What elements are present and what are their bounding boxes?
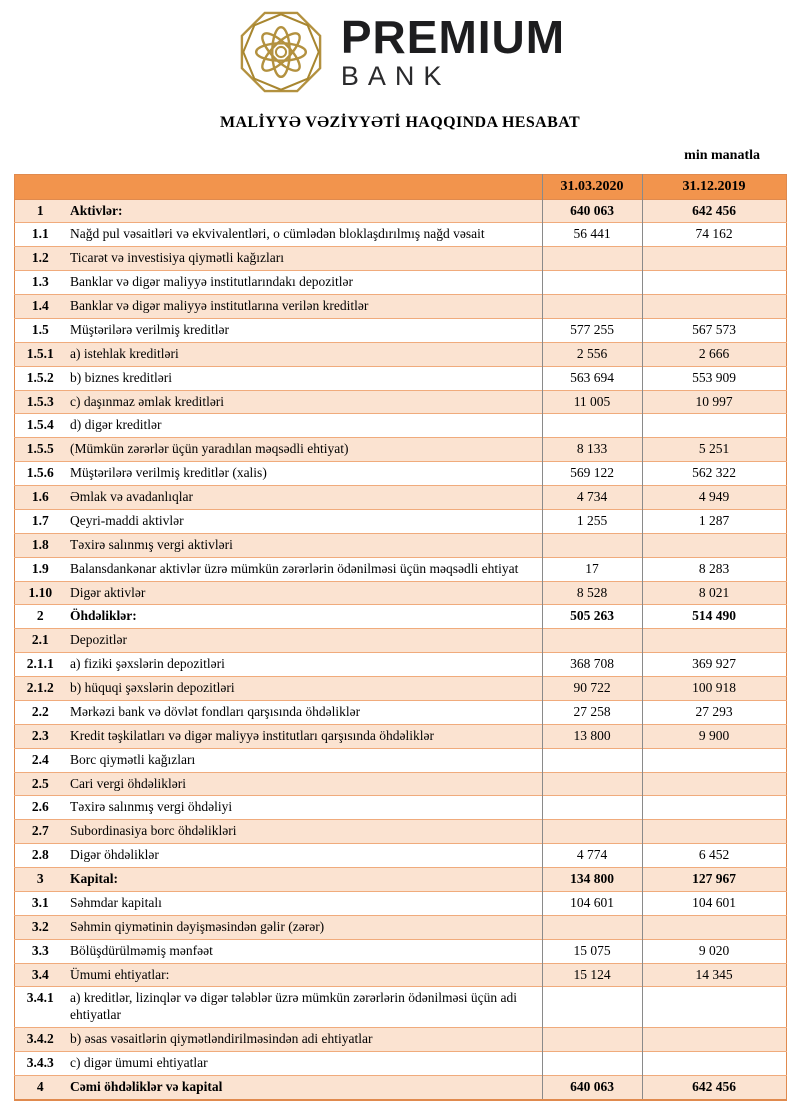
row-label: b) hüquqi şəxslərin depozitləri xyxy=(70,680,235,695)
row-label: c) daşınmaz əmlak kreditləri xyxy=(70,393,225,409)
brand-subtitle: BANK xyxy=(340,61,451,91)
row-value-2019: 6 452 xyxy=(642,844,786,868)
table-row xyxy=(14,844,786,868)
row-value-2020 xyxy=(542,1052,642,1076)
row-value-2020: 563 694 xyxy=(542,366,642,390)
row-label: Nağd pul vəsaitləri və ekvivalentləri, o cümlədən bloklaşdırılmış nağd vəsait xyxy=(70,226,485,242)
row-number: 1.9 xyxy=(31,560,49,576)
row-number: 1.7 xyxy=(31,512,49,528)
row-number: 1.5.4 xyxy=(26,417,54,433)
row-label: a) kreditlər, lizinqlər və digər tələblər üzrə mümkün zərərlərin ödənilməsi üçün adi ehtiyatlar xyxy=(70,990,518,1023)
row-value-2019: 642 456 xyxy=(642,1075,786,1099)
row-value-2020: 4 774 xyxy=(542,844,642,868)
row-number: 3 xyxy=(36,871,44,886)
row-value-2019 xyxy=(642,271,786,295)
row-value-2020: 15 075 xyxy=(542,939,642,963)
financial-position-table xyxy=(14,174,787,1101)
row-label: c) digər ümumi ehtiyatlar xyxy=(70,1055,208,1070)
row-number: 1.5.2 xyxy=(26,369,54,385)
row-value-2019: 8 283 xyxy=(642,557,786,581)
row-value-2019: 9 900 xyxy=(642,724,786,748)
table-row xyxy=(14,724,786,748)
table-row xyxy=(14,772,786,796)
row-label: Təxirə salınmış vergi öhdəliyi xyxy=(70,799,233,815)
row-value-2020 xyxy=(542,772,642,796)
table-row xyxy=(14,605,786,629)
row-label: Cari vergi öhdəlikləri xyxy=(70,775,186,791)
row-number: 1.8 xyxy=(31,536,49,552)
row-number: 1.10 xyxy=(28,584,53,600)
header-cell-date-1: 31.03.2020 xyxy=(542,175,642,200)
row-label: d) digər kreditlər xyxy=(70,417,162,433)
table-row xyxy=(14,462,786,486)
row-number: 1.5.3 xyxy=(26,393,54,409)
table-row xyxy=(14,1028,786,1052)
table-row xyxy=(14,700,786,724)
row-value-2020: 17 xyxy=(542,557,642,581)
table-row xyxy=(14,390,786,414)
row-value-2019: 369 927 xyxy=(642,653,786,677)
row-label: Səhmdar kapitalı xyxy=(70,894,162,910)
row-value-2020: 8 528 xyxy=(542,581,642,605)
row-number: 1.2 xyxy=(31,250,49,266)
row-value-2019 xyxy=(642,295,786,319)
row-value-2020 xyxy=(542,820,642,844)
row-value-2020: 27 258 xyxy=(542,700,642,724)
row-value-2020: 569 122 xyxy=(542,462,642,486)
table-row xyxy=(14,438,786,462)
row-number: 1.1 xyxy=(31,226,49,242)
header-cell-no xyxy=(14,175,66,200)
table-row xyxy=(14,271,786,295)
row-label: Banklar və digər maliyyə institutlarındakı depozitlər xyxy=(70,274,354,290)
row-label: Müştərilərə verilmiş kreditlər xyxy=(70,321,229,337)
row-number: 1.3 xyxy=(31,274,49,290)
row-value-2020 xyxy=(542,915,642,939)
row-number: 2.1.1 xyxy=(26,656,54,672)
row-label: Mərkəzi bank və dövlət fondları qarşısında öhdəliklər xyxy=(70,703,361,719)
table-row xyxy=(14,820,786,844)
row-label: (Mümkün zərərlər üçün yaradılan məqsədli ehtiyat) xyxy=(70,441,349,457)
row-value-2019: 14 345 xyxy=(642,963,786,987)
row-value-2019 xyxy=(642,629,786,653)
table-row xyxy=(14,486,786,510)
row-number: 3.4.2 xyxy=(26,1031,54,1047)
table-row xyxy=(14,557,786,581)
row-value-2019 xyxy=(642,748,786,772)
row-value-2020 xyxy=(542,796,642,820)
row-value-2020: 505 263 xyxy=(542,605,642,629)
table-row xyxy=(14,1052,786,1076)
row-value-2019: 567 573 xyxy=(642,318,786,342)
row-value-2019: 1 287 xyxy=(642,509,786,533)
row-label: Borc qiymətli kağızları xyxy=(70,751,196,767)
row-number: 3.4.3 xyxy=(26,1055,54,1070)
row-value-2019: 10 997 xyxy=(642,390,786,414)
row-value-2019: 562 322 xyxy=(642,462,786,486)
row-value-2019: 74 162 xyxy=(642,223,786,247)
row-label: Cəmi öhdəliklər və kapital xyxy=(70,1078,223,1094)
row-number: 1.6 xyxy=(31,489,49,504)
row-value-2020 xyxy=(542,414,642,438)
row-label: Ümumi ehtiyatlar: xyxy=(70,966,170,982)
row-number: 2.1.2 xyxy=(26,680,54,695)
row-value-2019 xyxy=(642,820,786,844)
table-row xyxy=(14,223,786,247)
row-value-2020: 104 601 xyxy=(542,891,642,915)
row-value-2019 xyxy=(642,247,786,271)
table-row xyxy=(14,868,786,892)
row-label: Aktivlər: xyxy=(70,202,123,218)
row-value-2019: 100 918 xyxy=(642,677,786,701)
row-number: 1 xyxy=(36,202,44,218)
row-value-2019 xyxy=(642,915,786,939)
row-value-2019 xyxy=(642,1028,786,1052)
row-value-2019: 104 601 xyxy=(642,891,786,915)
row-label: Depozitlər xyxy=(70,632,127,648)
row-value-2019 xyxy=(642,796,786,820)
header-cell-label xyxy=(66,175,542,200)
row-number: 2.1 xyxy=(31,632,49,648)
unit-note: min manatla xyxy=(684,148,760,163)
brand-wordmark xyxy=(340,11,566,91)
row-label: Digər öhdəliklər xyxy=(70,847,159,863)
table-header-row xyxy=(14,175,786,200)
table-body xyxy=(14,199,786,1100)
row-number: 3.3 xyxy=(31,942,49,958)
row-value-2019: 553 909 xyxy=(642,366,786,390)
row-label: Ticarət və investisiya qiymətli kağızları xyxy=(70,250,284,266)
row-value-2020: 56 441 xyxy=(542,223,642,247)
table-row xyxy=(14,509,786,533)
table-row xyxy=(14,366,786,390)
row-label: Təxirə salınmış vergi aktivləri xyxy=(70,536,233,552)
row-value-2019 xyxy=(642,1052,786,1076)
table-row xyxy=(14,677,786,701)
row-number: 4 xyxy=(36,1078,44,1094)
row-value-2020: 134 800 xyxy=(542,868,642,892)
row-label: b) əsas vəsaitlərin qiymətləndirilməsindən adi ehtiyatlar xyxy=(70,1031,373,1047)
row-number: 3.1 xyxy=(31,894,49,910)
row-label: Qeyri-maddi aktivlər xyxy=(70,512,184,528)
row-value-2020: 15 124 xyxy=(542,963,642,987)
table-row xyxy=(14,939,786,963)
table-row xyxy=(14,247,786,271)
row-value-2020: 577 255 xyxy=(542,318,642,342)
row-value-2020 xyxy=(542,533,642,557)
row-value-2020: 2 556 xyxy=(542,342,642,366)
table-row xyxy=(14,1075,786,1099)
row-number: 2.4 xyxy=(31,751,49,767)
row-value-2019: 8 021 xyxy=(642,581,786,605)
row-number: 1.5.5 xyxy=(26,441,54,457)
row-value-2020: 13 800 xyxy=(542,724,642,748)
row-number: 3.4.1 xyxy=(26,990,54,1006)
table-row xyxy=(14,295,786,319)
row-label: Kredit təşkilatları və digər maliyyə institutları qarşısında öhdəliklər xyxy=(70,727,435,743)
table-row xyxy=(14,891,786,915)
row-label: Kapital: xyxy=(70,871,119,886)
row-value-2019 xyxy=(642,772,786,796)
row-value-2019 xyxy=(642,414,786,438)
row-number: 2.6 xyxy=(31,799,49,815)
row-value-2020 xyxy=(542,247,642,271)
row-label: Öhdəliklər: xyxy=(70,608,137,624)
row-value-2020 xyxy=(542,748,642,772)
row-number: 1.5.1 xyxy=(26,345,54,361)
row-number: 1.5.6 xyxy=(26,465,54,481)
table-row xyxy=(14,581,786,605)
row-number: 2.5 xyxy=(31,775,49,791)
row-value-2019: 9 020 xyxy=(642,939,786,963)
row-label: Bölüşdürülməmiş mənfəət xyxy=(70,942,213,958)
table-row xyxy=(14,653,786,677)
row-value-2020 xyxy=(542,271,642,295)
row-number: 3.4 xyxy=(31,966,49,982)
row-label: Digər aktivlər xyxy=(70,584,146,600)
row-label: Müştərilərə verilmiş kreditlər (xalis) xyxy=(70,465,267,481)
row-number: 2 xyxy=(36,608,44,624)
row-label: a) fiziki şəxslərin depozitləri xyxy=(70,656,225,672)
brand-name: PREMIUM xyxy=(340,11,566,63)
row-value-2020 xyxy=(542,629,642,653)
row-value-2020: 368 708 xyxy=(542,653,642,677)
row-value-2020: 4 734 xyxy=(542,486,642,510)
table-row xyxy=(14,199,786,223)
row-value-2019: 4 949 xyxy=(642,486,786,510)
row-value-2020: 11 005 xyxy=(542,390,642,414)
row-value-2020: 1 255 xyxy=(542,509,642,533)
row-value-2019: 27 293 xyxy=(642,700,786,724)
table-row xyxy=(14,987,786,1028)
table-row xyxy=(14,342,786,366)
table-row xyxy=(14,963,786,987)
row-value-2019: 5 251 xyxy=(642,438,786,462)
row-value-2019: 642 456 xyxy=(642,199,786,223)
row-number: 1.4 xyxy=(31,298,49,313)
row-value-2020 xyxy=(542,1028,642,1052)
row-value-2019: 2 666 xyxy=(642,342,786,366)
table-row xyxy=(14,629,786,653)
row-label: Səhmin qiymətinin dəyişməsindən gəlir (zərər) xyxy=(70,918,325,934)
table-row xyxy=(14,796,786,820)
row-value-2020: 90 722 xyxy=(542,677,642,701)
row-value-2019 xyxy=(642,533,786,557)
row-number: 2.7 xyxy=(31,823,49,839)
row-label: Əmlak və avadanlıqlar xyxy=(70,489,193,504)
row-label: Balansdankənar aktivlər üzrə mümkün zərərlərin ödənilməsi üçün məqsədli ehtiyat xyxy=(70,560,519,576)
row-value-2020: 8 133 xyxy=(542,438,642,462)
table-row xyxy=(14,748,786,772)
row-label: a) istehlak kreditləri xyxy=(70,345,179,361)
row-label: Subordinasiya borc öhdəlikləri xyxy=(70,823,237,839)
row-value-2019: 514 490 xyxy=(642,605,786,629)
row-value-2020 xyxy=(542,295,642,319)
row-number: 2.2 xyxy=(31,703,49,719)
table-row xyxy=(14,915,786,939)
header-cell-date-2: 31.12.2019 xyxy=(642,175,786,200)
table-row xyxy=(14,318,786,342)
row-value-2020: 640 063 xyxy=(542,199,642,223)
table-row xyxy=(14,533,786,557)
row-label: Banklar və digər maliyyə institutlarına verilən kreditlər xyxy=(70,298,369,313)
row-number: 1.5 xyxy=(31,321,49,337)
row-label: b) biznes kreditləri xyxy=(70,369,172,385)
row-value-2019: 127 967 xyxy=(642,868,786,892)
premium-bank-logo-icon xyxy=(235,6,327,98)
row-value-2019 xyxy=(642,987,786,1028)
row-number: 2.8 xyxy=(31,847,49,863)
row-value-2020: 640 063 xyxy=(542,1075,642,1099)
row-value-2020 xyxy=(542,987,642,1028)
row-number: 2.3 xyxy=(31,727,49,743)
row-number: 3.2 xyxy=(31,918,49,934)
table-row xyxy=(14,414,786,438)
brand-header xyxy=(0,0,800,100)
document-title: MALİYYƏ VƏZİYYƏTİ HAQQINDA HESABAT xyxy=(219,114,581,131)
